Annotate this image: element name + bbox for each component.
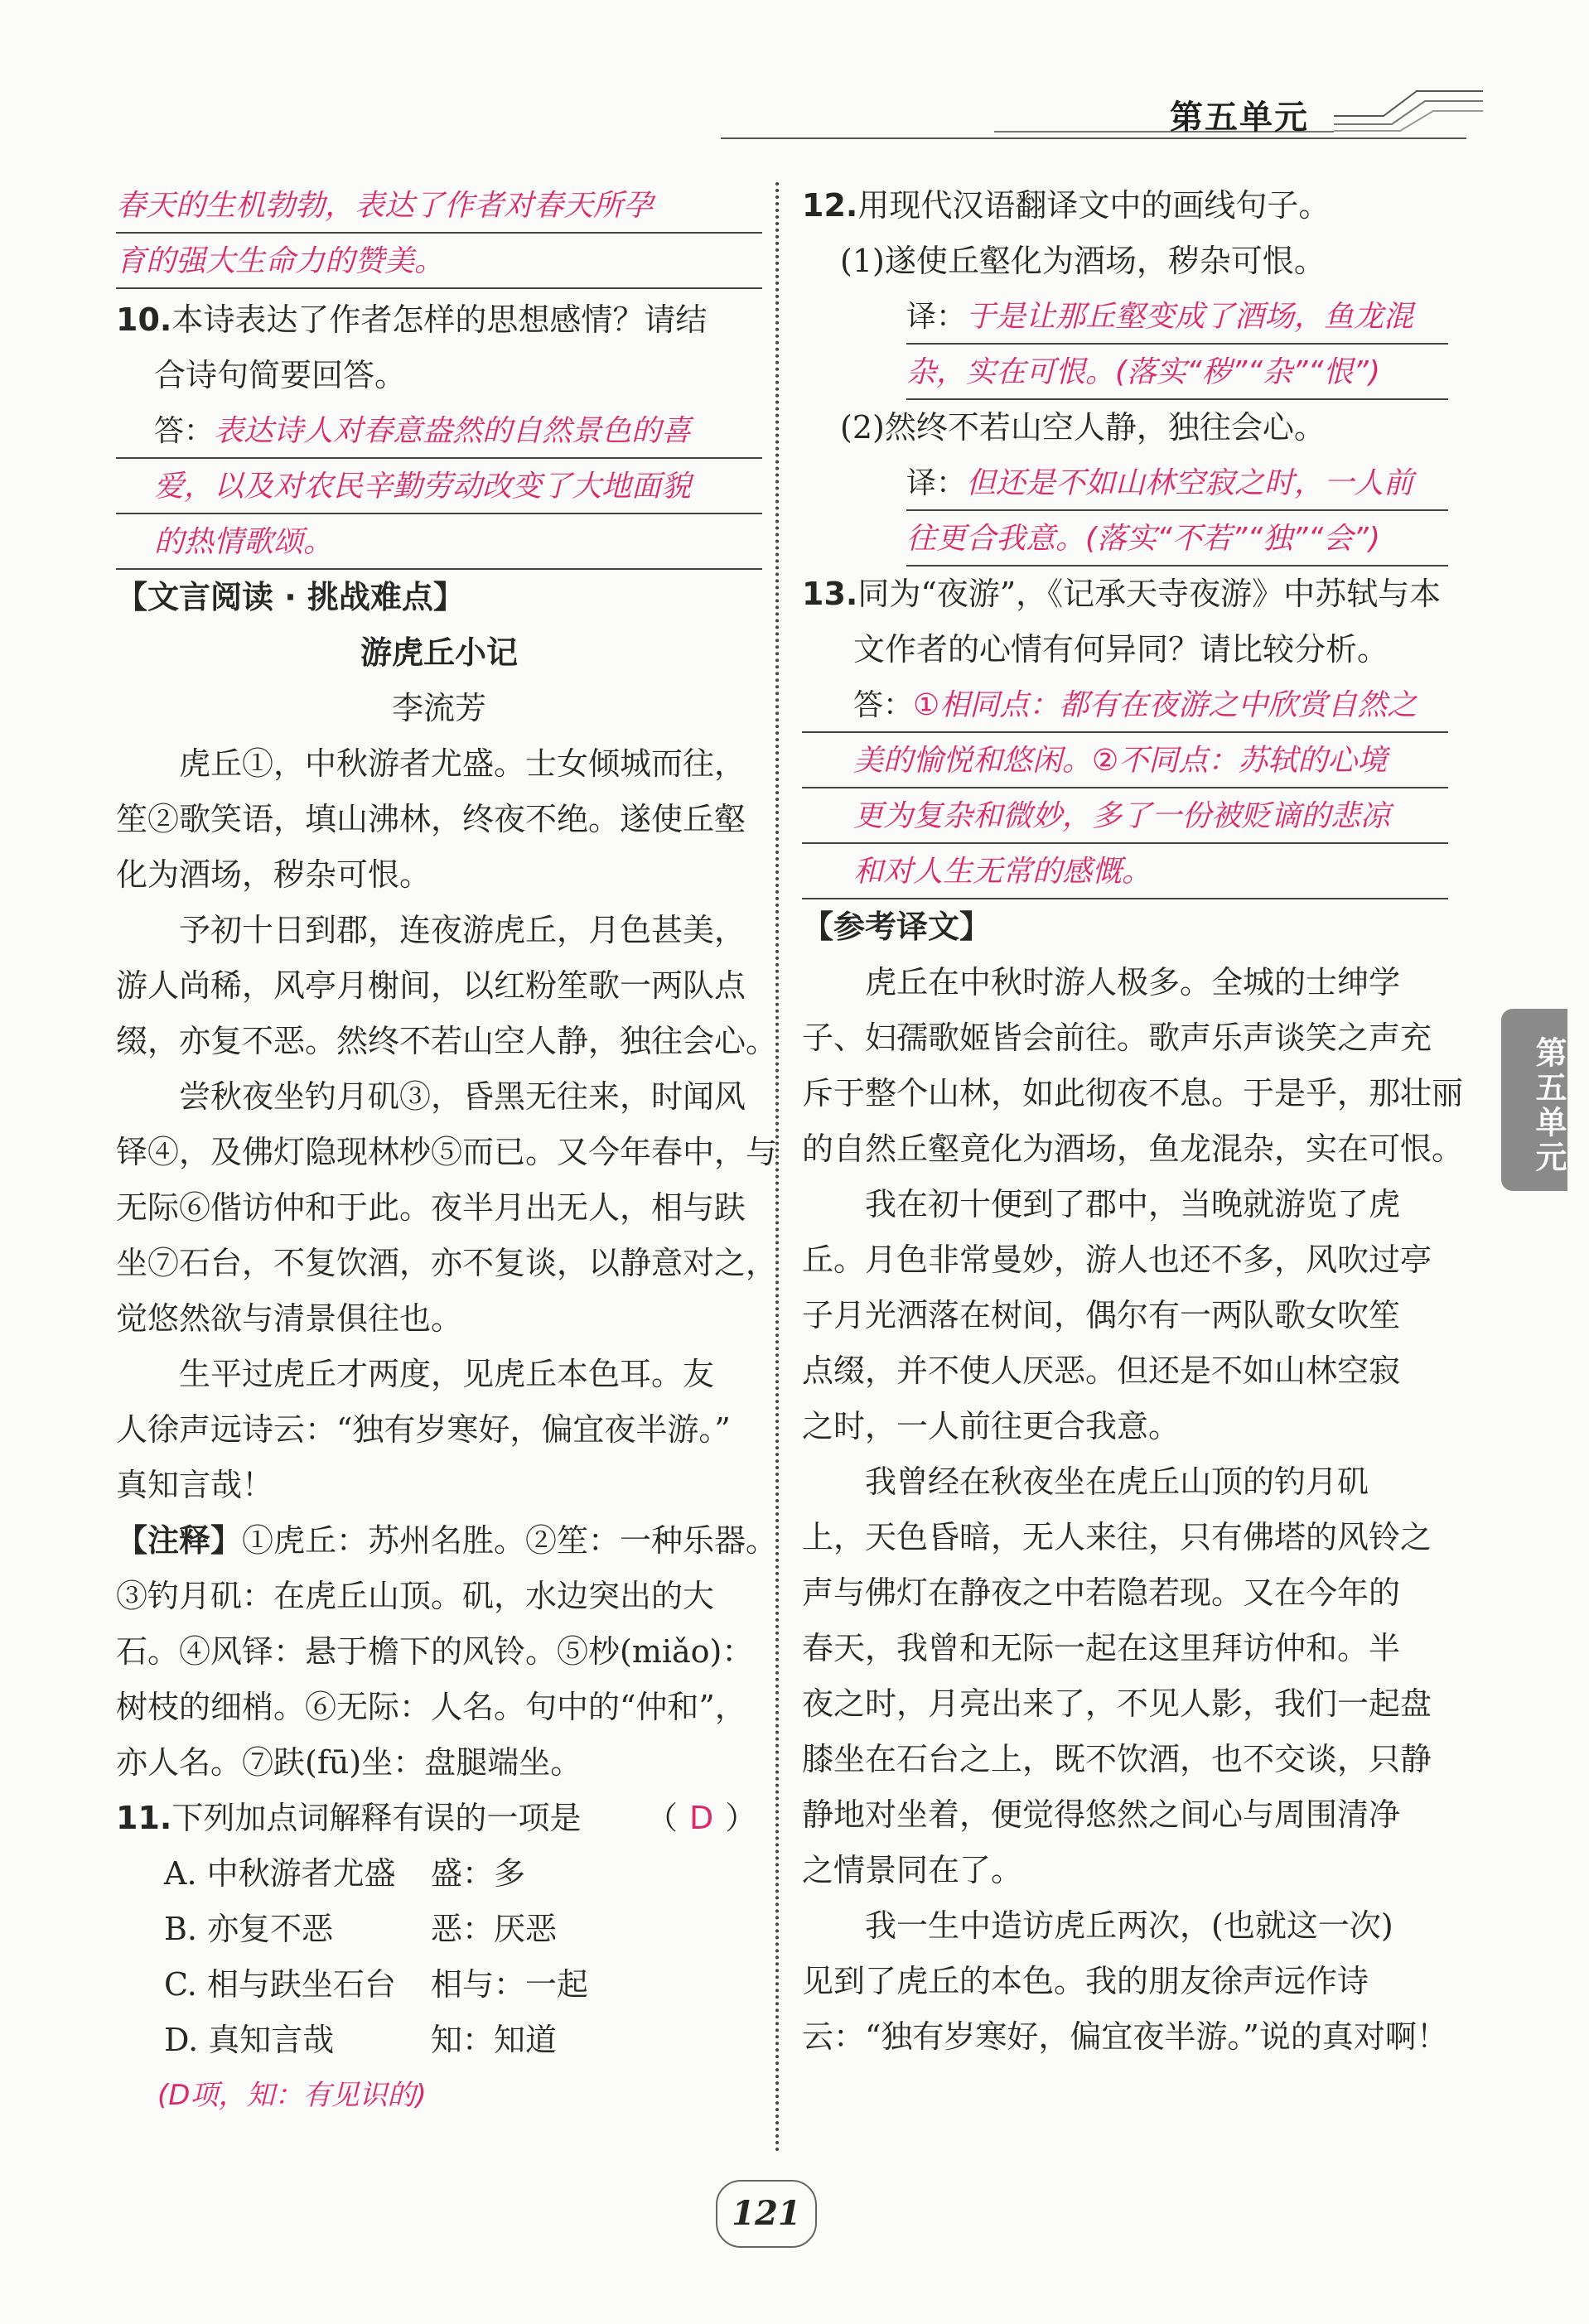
option-text: A. 中秋游者尤盛 xyxy=(164,1855,396,1892)
translation-line: 夜之时，月亮出来了，不见人影，我们一起盘 xyxy=(802,1685,1432,1722)
q10-answer-text: 表达诗人对春意盎然的自然景色的喜 xyxy=(214,414,692,448)
translation-line: 云：“独有岁寒好，偏宜夜半游。”说的真对啊！ xyxy=(802,2018,1448,2055)
paren-close: ） xyxy=(725,1800,757,1836)
q9-answer-line: 春天的生机勃勃，表达了作者对春天所孕 xyxy=(116,178,762,234)
notes-line: 石。④风铎：悬于檐下的风铃。⑤杪(miǎo)： xyxy=(116,1633,754,1670)
paren-open: （ xyxy=(646,1800,679,1836)
q13-answer-line: 更为复杂和微妙，多了一份被贬谪的悲凉 xyxy=(802,788,1448,844)
q13-answer-text: ①相同点：都有在夜游之中欣赏自然之 xyxy=(913,688,1418,722)
notes-line: 亦人名。⑦趺(fū)坐：盘腿端坐。 xyxy=(116,1744,582,1781)
q12-number: 12. xyxy=(802,187,858,224)
translation-line: 我在初十便到了郡中，当晚就游览了虎 xyxy=(865,1186,1401,1222)
page-number: 121 xyxy=(716,2180,817,2248)
q10-answer-line: 的热情歌颂。 xyxy=(116,514,762,570)
q12-stem xyxy=(802,178,1448,234)
passage-line: 虎丘①，中秋游者尤盛。士女倾城而往， xyxy=(179,745,746,782)
unit-title: 第五单元 xyxy=(1170,99,1309,137)
option-gloss: 盛：多 xyxy=(431,1855,526,1892)
right-column xyxy=(802,178,1464,2065)
translation-line: 斥于整个山林，如此彻夜不息。于是乎，那壮丽 xyxy=(802,1075,1464,1111)
q12-answer-line xyxy=(906,289,1448,345)
translation-line: 见到了虎丘的本色。我的朋友徐声远作诗 xyxy=(802,1963,1369,1999)
notes-line: ③钓月矶：在虎丘山顶。矶，水边突出的大 xyxy=(116,1578,715,1614)
q11-option xyxy=(116,1846,762,1902)
passage-line: 觉悠然欲与清景俱往也。 xyxy=(116,1300,463,1337)
q11-option xyxy=(116,1902,762,1957)
q12-answer-line xyxy=(906,456,1448,511)
translation-line: 点缀，并不使人厌恶。但还是不如山林空寂 xyxy=(802,1352,1401,1389)
q13-stem-text: 同为“夜游”，《记承天寺夜游》中苏轼与本 xyxy=(857,576,1442,612)
q11-answer: D xyxy=(689,1800,714,1836)
q12-sentence: (2)然终不若山空人静，独往会心。 xyxy=(840,409,1326,446)
passage-line: 生平过虎丘才两度，见虎丘本色耳。友 xyxy=(179,1356,715,1392)
q10-stem-text: 本诗表达了作者怎样的思想感情？请结 xyxy=(171,301,708,338)
translation-line: 丘。月色非常曼妙，游人也还不多，风吹过亭 xyxy=(802,1242,1432,1278)
option-gloss: 知：知道 xyxy=(431,2022,558,2058)
q12-sentence: (1)遂使丘壑化为酒场，秽杂可恨。 xyxy=(840,243,1326,279)
left-column xyxy=(116,178,778,2124)
notes-text: ①虎丘：苏州名胜。②笙：一种乐器。 xyxy=(242,1522,778,1559)
q12-answer-line: 杂，实在可恨。(落实“秽”“杂”“恨”) xyxy=(906,345,1448,400)
passage-line: 化为酒场，秽杂可恨。 xyxy=(116,856,432,893)
option-gloss: 相与：一起 xyxy=(431,1966,589,2003)
header-decoration-icon xyxy=(1334,83,1483,141)
translation-line: 子、妇孺歌姬皆会前往。歌声乐声谈笑之声充 xyxy=(802,1020,1432,1056)
q10-stem xyxy=(116,292,762,348)
passage-author: 李流芳 xyxy=(391,690,486,726)
option-text: B. 亦复不恶 xyxy=(164,1911,334,1947)
translation-label: 译： xyxy=(906,466,967,500)
passage-line: 铎④，及佛灯隐现林杪⑤而已。又今年春中，与 xyxy=(116,1134,778,1170)
q10-number: 10. xyxy=(116,301,172,338)
q10-answer-label: 答： xyxy=(154,414,215,448)
passage-line: 坐⑦石台，不复饮酒，亦不复谈，以静意对之， xyxy=(116,1245,778,1281)
translation-line: 静地对坐着，便觉得悠然之间心与周围清净 xyxy=(802,1796,1401,1833)
side-unit-tab: 第五单元 xyxy=(1501,1009,1567,1191)
translation-line: 春天，我曾和无际一起在这里拜访仲和。半 xyxy=(802,1630,1401,1666)
q13-number: 13. xyxy=(802,576,858,612)
passage-title: 游虎丘小记 xyxy=(360,634,518,671)
translation-line: 声与佛灯在静夜之中若隐若现。又在今年的 xyxy=(802,1574,1401,1611)
passage-line: 无际⑥偕访仲和于此。夜半月出无人，相与趺 xyxy=(116,1189,746,1226)
notes-label: 【注释】 xyxy=(116,1522,243,1559)
q12-stem-text: 用现代汉语翻译文中的画线句子。 xyxy=(857,187,1331,224)
q12-answer-line: 往更合我意。(落实“不若”“独”“会”) xyxy=(906,511,1448,567)
translation-line: 之情景同在了。 xyxy=(802,1852,1023,1888)
q11-answer-blank xyxy=(646,1791,756,1846)
passage-line: 真知言哉！ xyxy=(116,1467,274,1503)
q10-stem-cont: 合诗句简要回答。 xyxy=(154,357,407,393)
q13-stem xyxy=(802,567,1448,622)
passage-line: 予初十日到郡，连夜游虎丘，月色甚美， xyxy=(179,912,746,948)
notes-line xyxy=(116,1513,778,1569)
passage-line: 游人尚稀，风亭月榭间，以红粉笙歌一两队点 xyxy=(116,967,746,1004)
translation-line: 我一生中造访虎丘两次，(也就这一次) xyxy=(865,1907,1393,1944)
q10-answer-line xyxy=(116,403,762,459)
q13-answer-line: 美的愉悦和悠闲。②不同点：苏轼的心境 xyxy=(802,733,1448,788)
translation-line: 上，天色昏暗，无人来往，只有佛塔的风铃之 xyxy=(802,1519,1432,1555)
passage-line: 人徐声远诗云：“独有岁寒好，偏宜夜半游。” xyxy=(116,1411,731,1448)
translation-line: 我曾经在秋夜坐在虎丘山顶的钓月矶 xyxy=(865,1463,1369,1500)
translation-line: 子月光洒落在树间，偶尔有一两队歌女吹笙 xyxy=(802,1297,1401,1333)
q11-option xyxy=(116,1957,762,2013)
section-title: 【文言阅读 · 挑战难点】 xyxy=(116,579,465,615)
q11-stem-text: 下列加点词解释有误的一项是 xyxy=(171,1800,582,1836)
q11-handwritten-note: (D项，知：有见识的) xyxy=(157,2079,427,2112)
q13-answer-label: 答： xyxy=(853,688,914,722)
translation-label: 译： xyxy=(906,300,967,334)
q13-stem-cont: 文作者的心情有何异同？请比较分析。 xyxy=(853,631,1389,668)
q9-answer-line: 育的强大生命力的赞美。 xyxy=(116,234,762,289)
q11-option xyxy=(116,2013,762,2068)
q11-number: 11. xyxy=(116,1800,172,1836)
q10-answer-line: 爱，以及对农民辛勤劳动改变了大地面貌 xyxy=(116,459,762,514)
q13-answer-line: 和对人生无常的感慨。 xyxy=(802,844,1448,899)
reference-translation-title: 【参考译文】 xyxy=(802,909,992,945)
notes-line: 树枝的细梢。⑥无际：人名。句中的“仲和”， xyxy=(116,1689,746,1725)
passage-line: 尝秋夜坐钓月矶③，昏黑无往来，时闻风 xyxy=(179,1078,746,1115)
passage-line: 缀，亦复不恶。然终不若山空人静，独往会心。 xyxy=(116,1023,778,1059)
translation-line: 膝坐在石台之上，既不饮酒，也不交谈，只静 xyxy=(802,1741,1432,1777)
q12-answer-text: 但还是不如山林空寂之时，一人前 xyxy=(966,466,1414,500)
q11-stem xyxy=(116,1791,762,1846)
translation-line: 虎丘在中秋时游人极多。全城的士绅学 xyxy=(865,964,1401,1000)
passage-line: 笙②歌笑语，填山沸林，终夜不绝。遂使丘壑 xyxy=(116,801,746,837)
q13-answer-line xyxy=(802,677,1448,733)
option-text: C. 相与趺坐石台 xyxy=(164,1966,396,2003)
q12-answer-text: 于是让那丘壑变成了酒场，鱼龙混 xyxy=(966,300,1414,334)
option-gloss: 恶：厌恶 xyxy=(431,1911,558,1947)
option-text: D. 真知言哉 xyxy=(164,2022,335,2058)
translation-line: 之时，一人前往更合我意。 xyxy=(802,1408,1181,1444)
translation-line: 的自然丘壑竟化为酒场，鱼龙混杂，实在可恨。 xyxy=(802,1131,1464,1167)
